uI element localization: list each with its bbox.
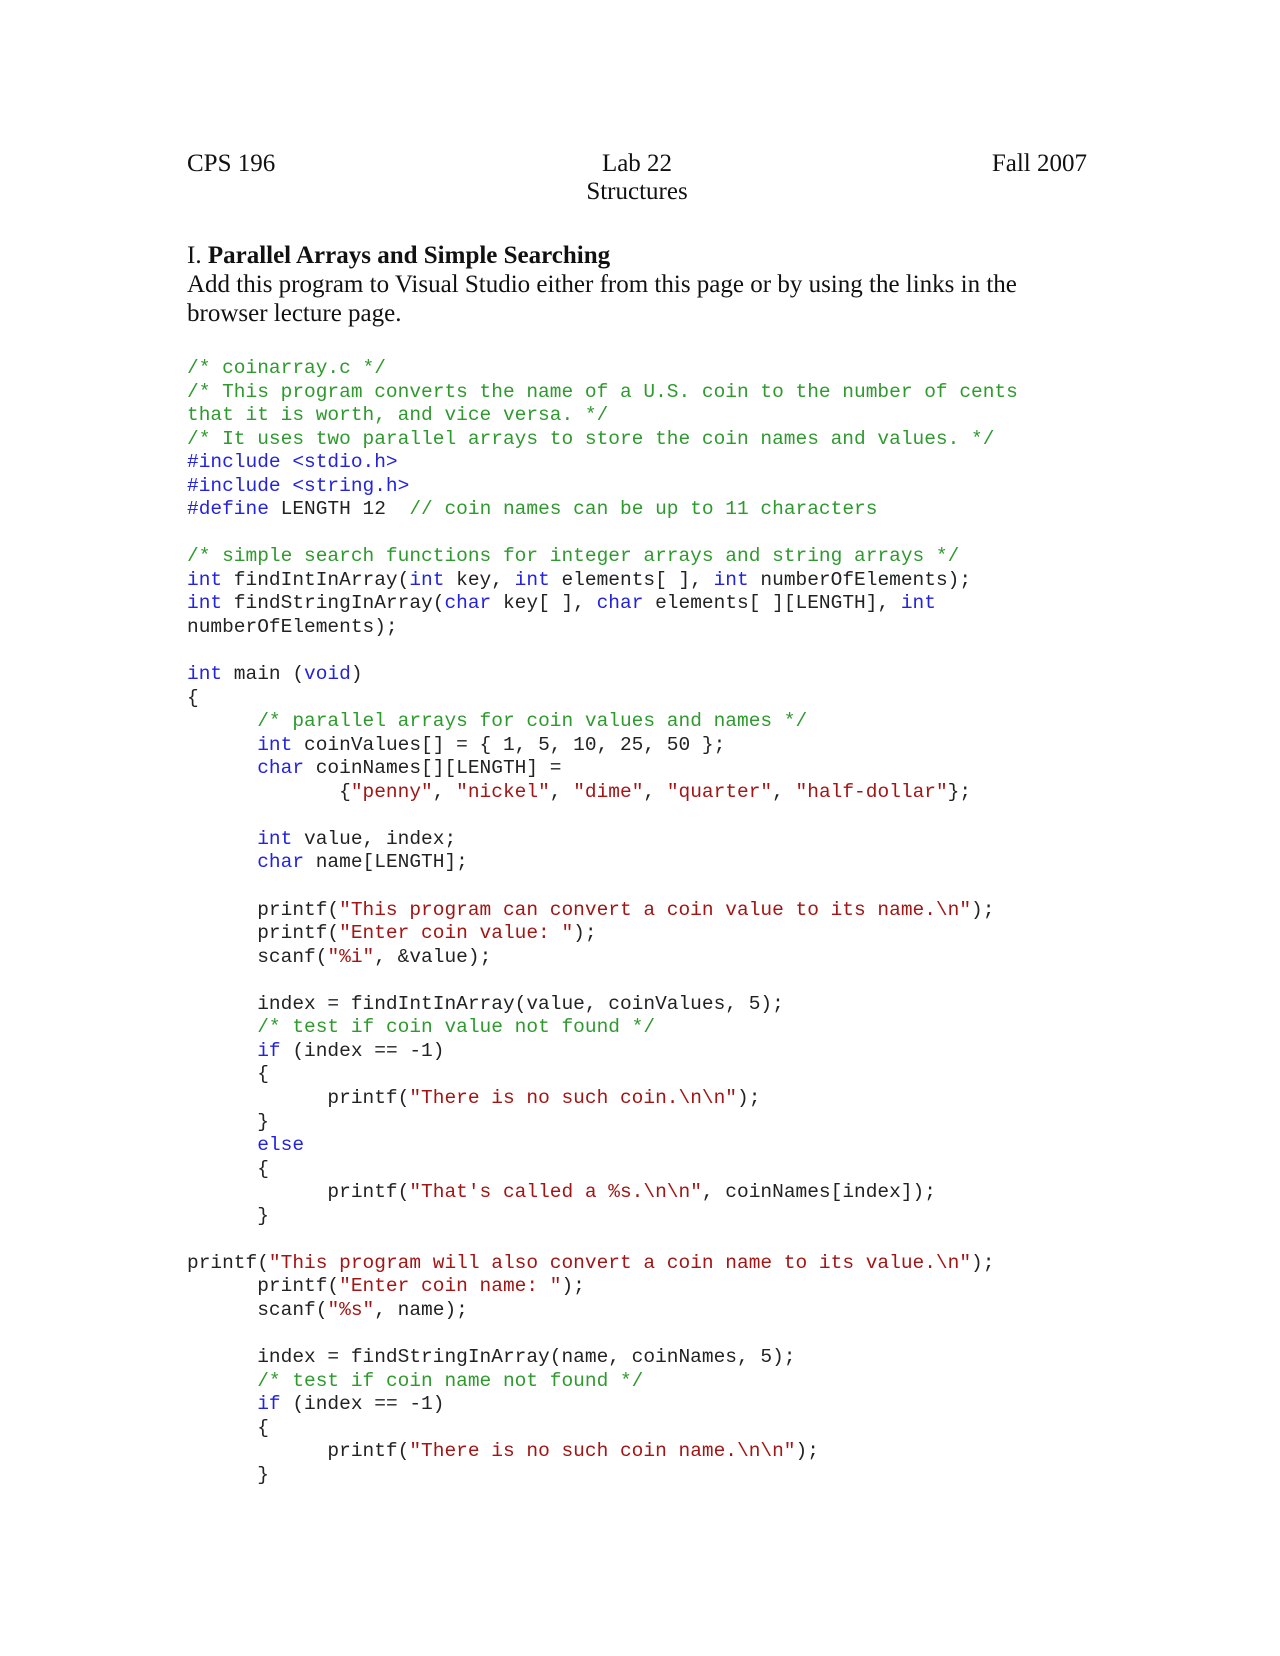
code-text	[187, 1016, 257, 1038]
code-keyword: int	[514, 568, 550, 591]
code-keyword: char	[444, 592, 492, 615]
code-text: ,	[643, 780, 667, 803]
code-keyword: char	[257, 851, 305, 874]
code-keyword: #include <stdio.h>	[187, 451, 398, 474]
code-line	[187, 1158, 1187, 1182]
code-line	[187, 734, 1187, 758]
code-text	[187, 1370, 257, 1392]
code-string: "There is no such coin.\n\n"	[409, 1086, 737, 1109]
code-text: ,	[772, 780, 796, 803]
code-line	[187, 1417, 1187, 1441]
code-keyword: int	[713, 568, 749, 591]
code-line	[187, 969, 1187, 993]
code-keyword: int	[257, 733, 293, 756]
code-text: printf(	[187, 922, 340, 945]
code-string: "That's called a %s.\n\n"	[409, 1181, 702, 1204]
code-keyword: char	[257, 757, 305, 780]
code-line	[187, 851, 1187, 875]
code-comment: that it is worth, and vice versa. */	[187, 404, 609, 427]
code-keyword: if	[257, 1039, 281, 1062]
code-line	[187, 1016, 1187, 1040]
code-line	[187, 640, 1187, 664]
code-text: scanf(	[187, 1298, 328, 1321]
code-text: )	[350, 663, 363, 686]
code-text: {	[187, 1157, 269, 1180]
code-text: printf(	[187, 1440, 410, 1463]
code-comment: /* test if coin name not found */	[257, 1369, 644, 1392]
code-text	[187, 757, 257, 779]
section-title: Parallel Arrays and Simple Searching	[207, 242, 611, 269]
code-comment: /* coinarray.c */	[187, 357, 386, 379]
section-number: I.	[187, 242, 202, 269]
code-text	[187, 1040, 257, 1062]
code-string: "This program can convert a coin value to its name.\n"	[339, 898, 972, 921]
code-text: ,	[432, 780, 457, 803]
code-text: ,	[549, 780, 574, 803]
code-line	[187, 1040, 1187, 1064]
code-text: };	[947, 780, 972, 803]
code-text: printf(	[187, 1251, 269, 1274]
code-text: }	[187, 1204, 269, 1227]
code-comment: /* This program converts the name of a U.S. coin to the number of cents	[187, 380, 1018, 403]
code-text: {	[187, 1063, 269, 1086]
code-text: printf(	[187, 898, 340, 921]
code-keyword: #include <string.h>	[187, 474, 410, 497]
code-line	[187, 1087, 1187, 1111]
code-keyword: char	[596, 592, 644, 615]
code-line	[187, 946, 1187, 970]
code-text: elements[ ],	[549, 568, 714, 591]
code-line	[187, 522, 1187, 546]
code-comment: /* It uses two parallel arrays to store the coin names and values. */	[187, 427, 995, 450]
code-line	[187, 475, 1187, 499]
code-string: "Enter coin value: "	[339, 922, 574, 945]
code-comment: /* simple search functions for integer arrays and string arrays */	[187, 545, 960, 568]
code-line	[187, 428, 1187, 452]
code-text	[187, 734, 257, 756]
code-string: "nickel"	[456, 780, 550, 803]
code-line	[187, 757, 1187, 781]
code-text	[187, 1393, 257, 1415]
code-string: "half-dollar"	[795, 780, 948, 803]
page-header	[187, 150, 1087, 210]
code-keyword: else	[257, 1134, 305, 1157]
code-text: );	[573, 922, 597, 945]
code-text: printf(	[187, 1086, 410, 1109]
code-line	[187, 357, 1187, 381]
code-text: }	[187, 1110, 269, 1133]
code-line	[187, 781, 1187, 805]
code-line	[187, 1134, 1187, 1158]
code-text: }	[187, 1463, 269, 1486]
code-text: index = findStringInArray(name, coinNames, 5);	[187, 1345, 796, 1368]
code-line	[187, 663, 1187, 687]
code-text: value, index;	[292, 827, 457, 850]
code-string: "quarter"	[666, 780, 773, 803]
code-line	[187, 1346, 1187, 1370]
code-keyword: int	[409, 568, 445, 591]
code-text: LENGTH 12	[268, 498, 410, 521]
code-string: "%i"	[327, 945, 375, 968]
code-text: coinNames[][LENGTH] =	[304, 757, 562, 780]
code-text: numberOfElements);	[748, 568, 972, 591]
code-text: , name);	[374, 1298, 468, 1321]
section-heading	[187, 241, 1087, 270]
code-comment: /* parallel arrays for coin values and names */	[257, 710, 808, 733]
code-text: key[ ],	[491, 592, 597, 615]
code-line	[187, 828, 1187, 852]
code-line	[187, 498, 1187, 522]
code-text: );	[561, 1275, 585, 1298]
section-intro-text: Add this program to Visual Studio either from this page or by using the links in the browser lecture page.	[187, 271, 1017, 327]
section-intro	[187, 241, 1087, 328]
term-label: Fall 2007	[991, 150, 1087, 177]
code-text: scanf(	[187, 945, 328, 968]
lab-number: Lab 22	[601, 150, 673, 177]
code-string: "%s"	[327, 1298, 375, 1321]
code-line	[187, 616, 1187, 640]
code-listing	[187, 357, 1187, 1487]
code-text: (index == -1)	[280, 1393, 445, 1416]
code-string: "penny"	[350, 780, 433, 803]
code-line	[187, 1440, 1187, 1464]
code-text: name[LENGTH];	[304, 851, 468, 874]
code-keyword: int	[187, 568, 223, 591]
code-keyword: #define	[187, 498, 269, 521]
code-text: {	[187, 686, 199, 709]
code-line	[187, 1205, 1187, 1229]
code-line	[187, 1181, 1187, 1205]
code-text: printf(	[187, 1275, 340, 1298]
code-string: "Enter coin name: "	[339, 1275, 562, 1298]
code-comment: /* test if coin value not found */	[257, 1016, 656, 1039]
code-line	[187, 1228, 1187, 1252]
code-text: (index == -1)	[280, 1039, 445, 1062]
code-text: );	[737, 1086, 761, 1109]
code-keyword: int	[187, 663, 223, 686]
code-text: );	[971, 1251, 995, 1274]
code-line	[187, 687, 1187, 711]
course-label: CPS 196	[187, 150, 276, 177]
code-line	[187, 1111, 1187, 1135]
code-line	[187, 1322, 1187, 1346]
code-string: "dime"	[573, 780, 644, 803]
code-string: "This program will also convert a coin name to its value.\n"	[268, 1251, 972, 1274]
code-keyword: void	[304, 663, 351, 686]
code-text: );	[795, 1440, 819, 1463]
code-text	[187, 851, 257, 873]
code-line	[187, 899, 1187, 923]
code-text: key,	[444, 568, 515, 591]
code-text: printf(	[187, 1181, 410, 1204]
code-keyword: int	[257, 827, 293, 850]
code-line	[187, 592, 1187, 616]
code-text	[187, 710, 257, 732]
code-text: {	[187, 780, 351, 803]
code-text: findStringInArray(	[222, 592, 445, 615]
code-comment: // coin names can be up to 11 characters	[409, 498, 878, 521]
lab-topic: Structures	[586, 178, 688, 205]
code-line	[187, 451, 1187, 475]
lab-title-block	[187, 150, 1087, 206]
code-text: main (	[222, 663, 305, 686]
code-line	[187, 1063, 1187, 1087]
code-keyword: int	[900, 592, 936, 615]
code-line	[187, 1464, 1187, 1488]
code-text: index = findIntInArray(value, coinValues, 5);	[187, 992, 784, 1015]
code-text	[187, 828, 257, 850]
code-text: {	[187, 1416, 269, 1439]
code-text: findIntInArray(	[222, 568, 410, 591]
code-line	[187, 993, 1187, 1017]
code-line	[187, 710, 1187, 734]
code-line	[187, 1299, 1187, 1323]
code-line	[187, 1252, 1187, 1276]
code-line	[187, 381, 1187, 405]
code-line	[187, 875, 1187, 899]
code-line	[187, 1393, 1187, 1417]
code-line	[187, 804, 1187, 828]
code-text: , coinNames[index]);	[701, 1181, 936, 1204]
code-line	[187, 1275, 1187, 1299]
code-text: coinValues[] = { 1, 5, 10, 25, 50 };	[292, 733, 726, 756]
code-line	[187, 922, 1187, 946]
code-keyword: int	[187, 592, 223, 615]
code-text: numberOfElements);	[187, 616, 398, 639]
code-line	[187, 545, 1187, 569]
code-keyword: if	[257, 1393, 281, 1416]
code-line	[187, 404, 1187, 428]
code-text: );	[971, 898, 995, 921]
code-text	[187, 1134, 257, 1156]
code-text: , &value);	[374, 945, 492, 968]
code-line	[187, 569, 1187, 593]
code-line	[187, 1370, 1187, 1394]
code-string: "There is no such coin name.\n\n"	[409, 1440, 796, 1463]
code-text: elements[ ][LENGTH],	[643, 592, 901, 615]
